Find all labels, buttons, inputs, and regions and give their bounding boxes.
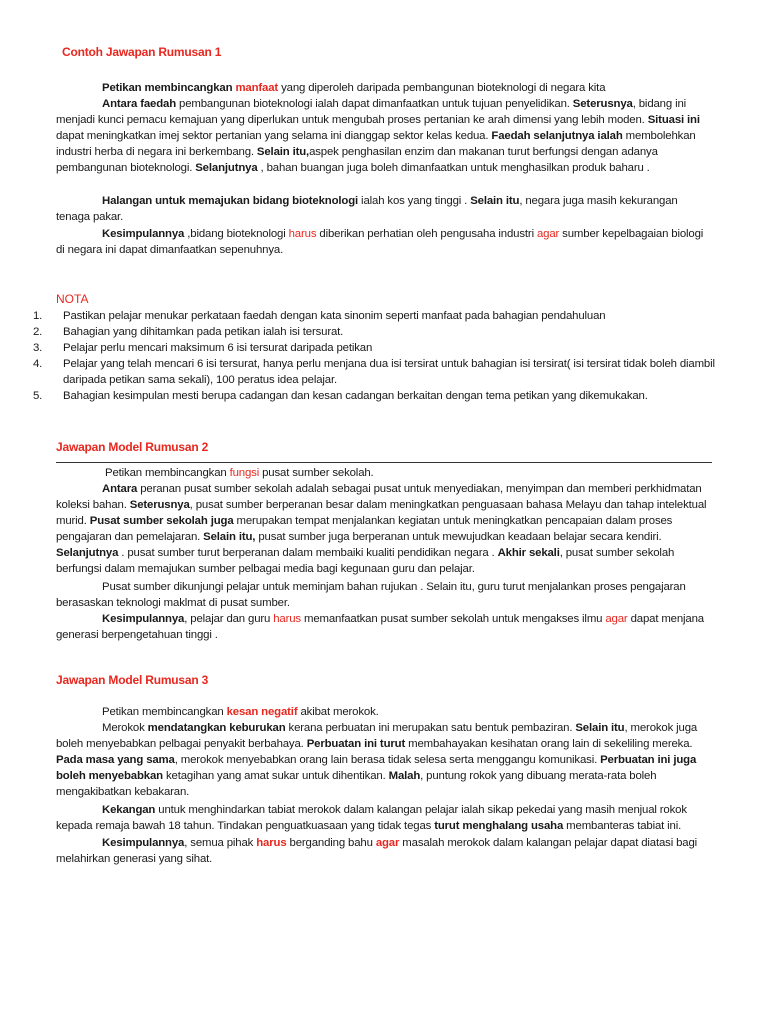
section2-para-4: Kesimpulannya, pelajar dan guru harus memanfaatkan pusat sumber sekolah untuk mengakses ilmu agar dapat menjana generasi berpengetahuan tinggi .	[56, 613, 704, 642]
section1-para-3: Halangan untuk memajukan bidang bioteknologi ialah kos yang tinggi . Selain itu, negara juga masih kekurangan tenaga pakar.	[56, 195, 678, 224]
section1-para-2: Antara faedah pembangunan bioteknologi ialah dapat dimanfaatkan untuk tujuan penyelidikan. Seterusnya, bidang ini menjadi kunci pemacu kemajuan yang diperlukan untuk mengubah proses pertanian ke arah dimensi yang lebih moden. Situasi ini dapat meningkatkan imej sektor pertanian yang selama ini dianggap sektor kelas kedua. Faedah selanjutnya ialah membolehkan industri herba di negara ini berkembang. Selain itu,aspek penghasilan enzim dan makanan turut berfungsi dengan adanya pembangunan bioteknologi. Selanjutnya , bahan buangan juga boleh dimanfaatkan untuk menghasilkan produk baharu .	[56, 98, 700, 175]
section2-para-1: Petikan membincangkan fungsi pusat sumber sekolah.	[105, 467, 374, 479]
list-item: 4. Pelajar yang telah mencari 6 isi tersurat, hanya perlu menjana dua isi tersirat untuk bahagian isi tersirat( isi tersirat tidak boleh diambil daripada petikan sama sekali), 100 peratus idea pelajar.	[33, 358, 715, 387]
section1-para-4: Kesimpulannya ,bidang bioteknologi harus diberikan perhatian oleh pengusaha industri agar sumber kepelbagaian biologi di negara ini dapat dimanfaatkan sepenuhnya.	[56, 228, 704, 257]
section3-para-3: Kekangan untuk menghindarkan tabiat merokok dalam kalangan pelajar ialah sikap pekedai yang masih menjual rokok kepada remaja bawah 18 tahun. Tindakan penguatkuasaan yang tidak tegas turut menghalang usaha membanteras tabiat ini.	[56, 804, 687, 833]
list-item: 3. Pelajar perlu mencari maksimum 6 isi tersurat daripada petikan	[33, 342, 373, 355]
section3-para-4: Kesimpulannya, semua pihak harus berganding bahu agar masalah merokok dalam kalangan pelajar dapat diatasi bagi melahirkan generasi yang sihat.	[56, 837, 698, 866]
nota-label: NOTA	[56, 292, 89, 306]
list-item: 5. Bahagian kesimpulan mesti berupa cadangan dan kesan cadangan berkaitan dengan tema petikan yang dikemukakan.	[33, 390, 648, 403]
section2-divider	[56, 462, 712, 463]
nota-list	[33, 308, 723, 405]
section1-title: Contoh Jawapan Rumusan 1	[62, 45, 222, 59]
list-item: 1. Pastikan pelajar menukar perkataan faedah dengan kata sinonim seperti manfaat pada bahagian pendahuluan	[33, 310, 606, 322]
section2-para-2: Antara peranan pusat sumber sekolah adalah sebagai pusat untuk menyediakan, menyimpan dan memberi perkhidmatan koleksi bahan. Seterusnya, pusat sumber berperanan besar dalam meningkatkan penguasaan bahasa Melayu dan tahap intelektual murid. Pusat sumber sekolah juga merupakan tempat menjalankan kegiatan untuk meningkatkan pencapaian dalam proses pengajaran dan pemelajaran. Selain itu, pusat sumber juga berperanan untuk mewujudkan keadaan belajar secara kendiri. Selanjutnya . pusat sumber turut berperanan dalam membaiki kualiti pendidikan negara . Akhir sekali, pusat sumber sekolah berfungsi dalam memajukan sumber pelbagai media bagi kegunaan guru dan pelajar.	[56, 483, 707, 576]
section1-para-1: Petikan membincangkan manfaat yang diperoleh daripada pembangunan bioteknologi di negara kita	[102, 82, 606, 94]
list-item: 2. Bahagian yang dihitamkan pada petikan ialah isi tersurat.	[33, 326, 344, 339]
section3-para-1: Petikan membincangkan kesan negatif akibat merokok.	[102, 706, 379, 718]
section2-para-3: Pusat sumber dikunjungi pelajar untuk meminjam bahan rujukan . Selain itu, guru turut menjalankan proses pengajaran berasaskan teknologi maklmat di pusat sumber.	[56, 581, 686, 610]
section3-para-2: Merokok mendatangkan keburukan kerana perbuatan ini merupakan satu bentuk pembaziran. Selain itu, merokok juga boleh menyebabkan pelbagai penyakit berbahaya. Perbuatan ini turut membahayakan kesihatan orang lain di sekeliling mereka. Pada masa yang sama, merokok menyebabkan orang lain berasa tidak selesa serta menggangu komunikasi. Perbuatan ini juga boleh menyebabkan ketagihan yang amat sukar untuk dihentikan. Malah, puntung rokok yang dibuang merata-rata boleh mengakibatkan kebakaran.	[56, 722, 698, 799]
section2-title: Jawapan Model Rumusan 2	[56, 440, 209, 454]
section3-title: Jawapan Model Rumusan 3	[56, 673, 209, 687]
